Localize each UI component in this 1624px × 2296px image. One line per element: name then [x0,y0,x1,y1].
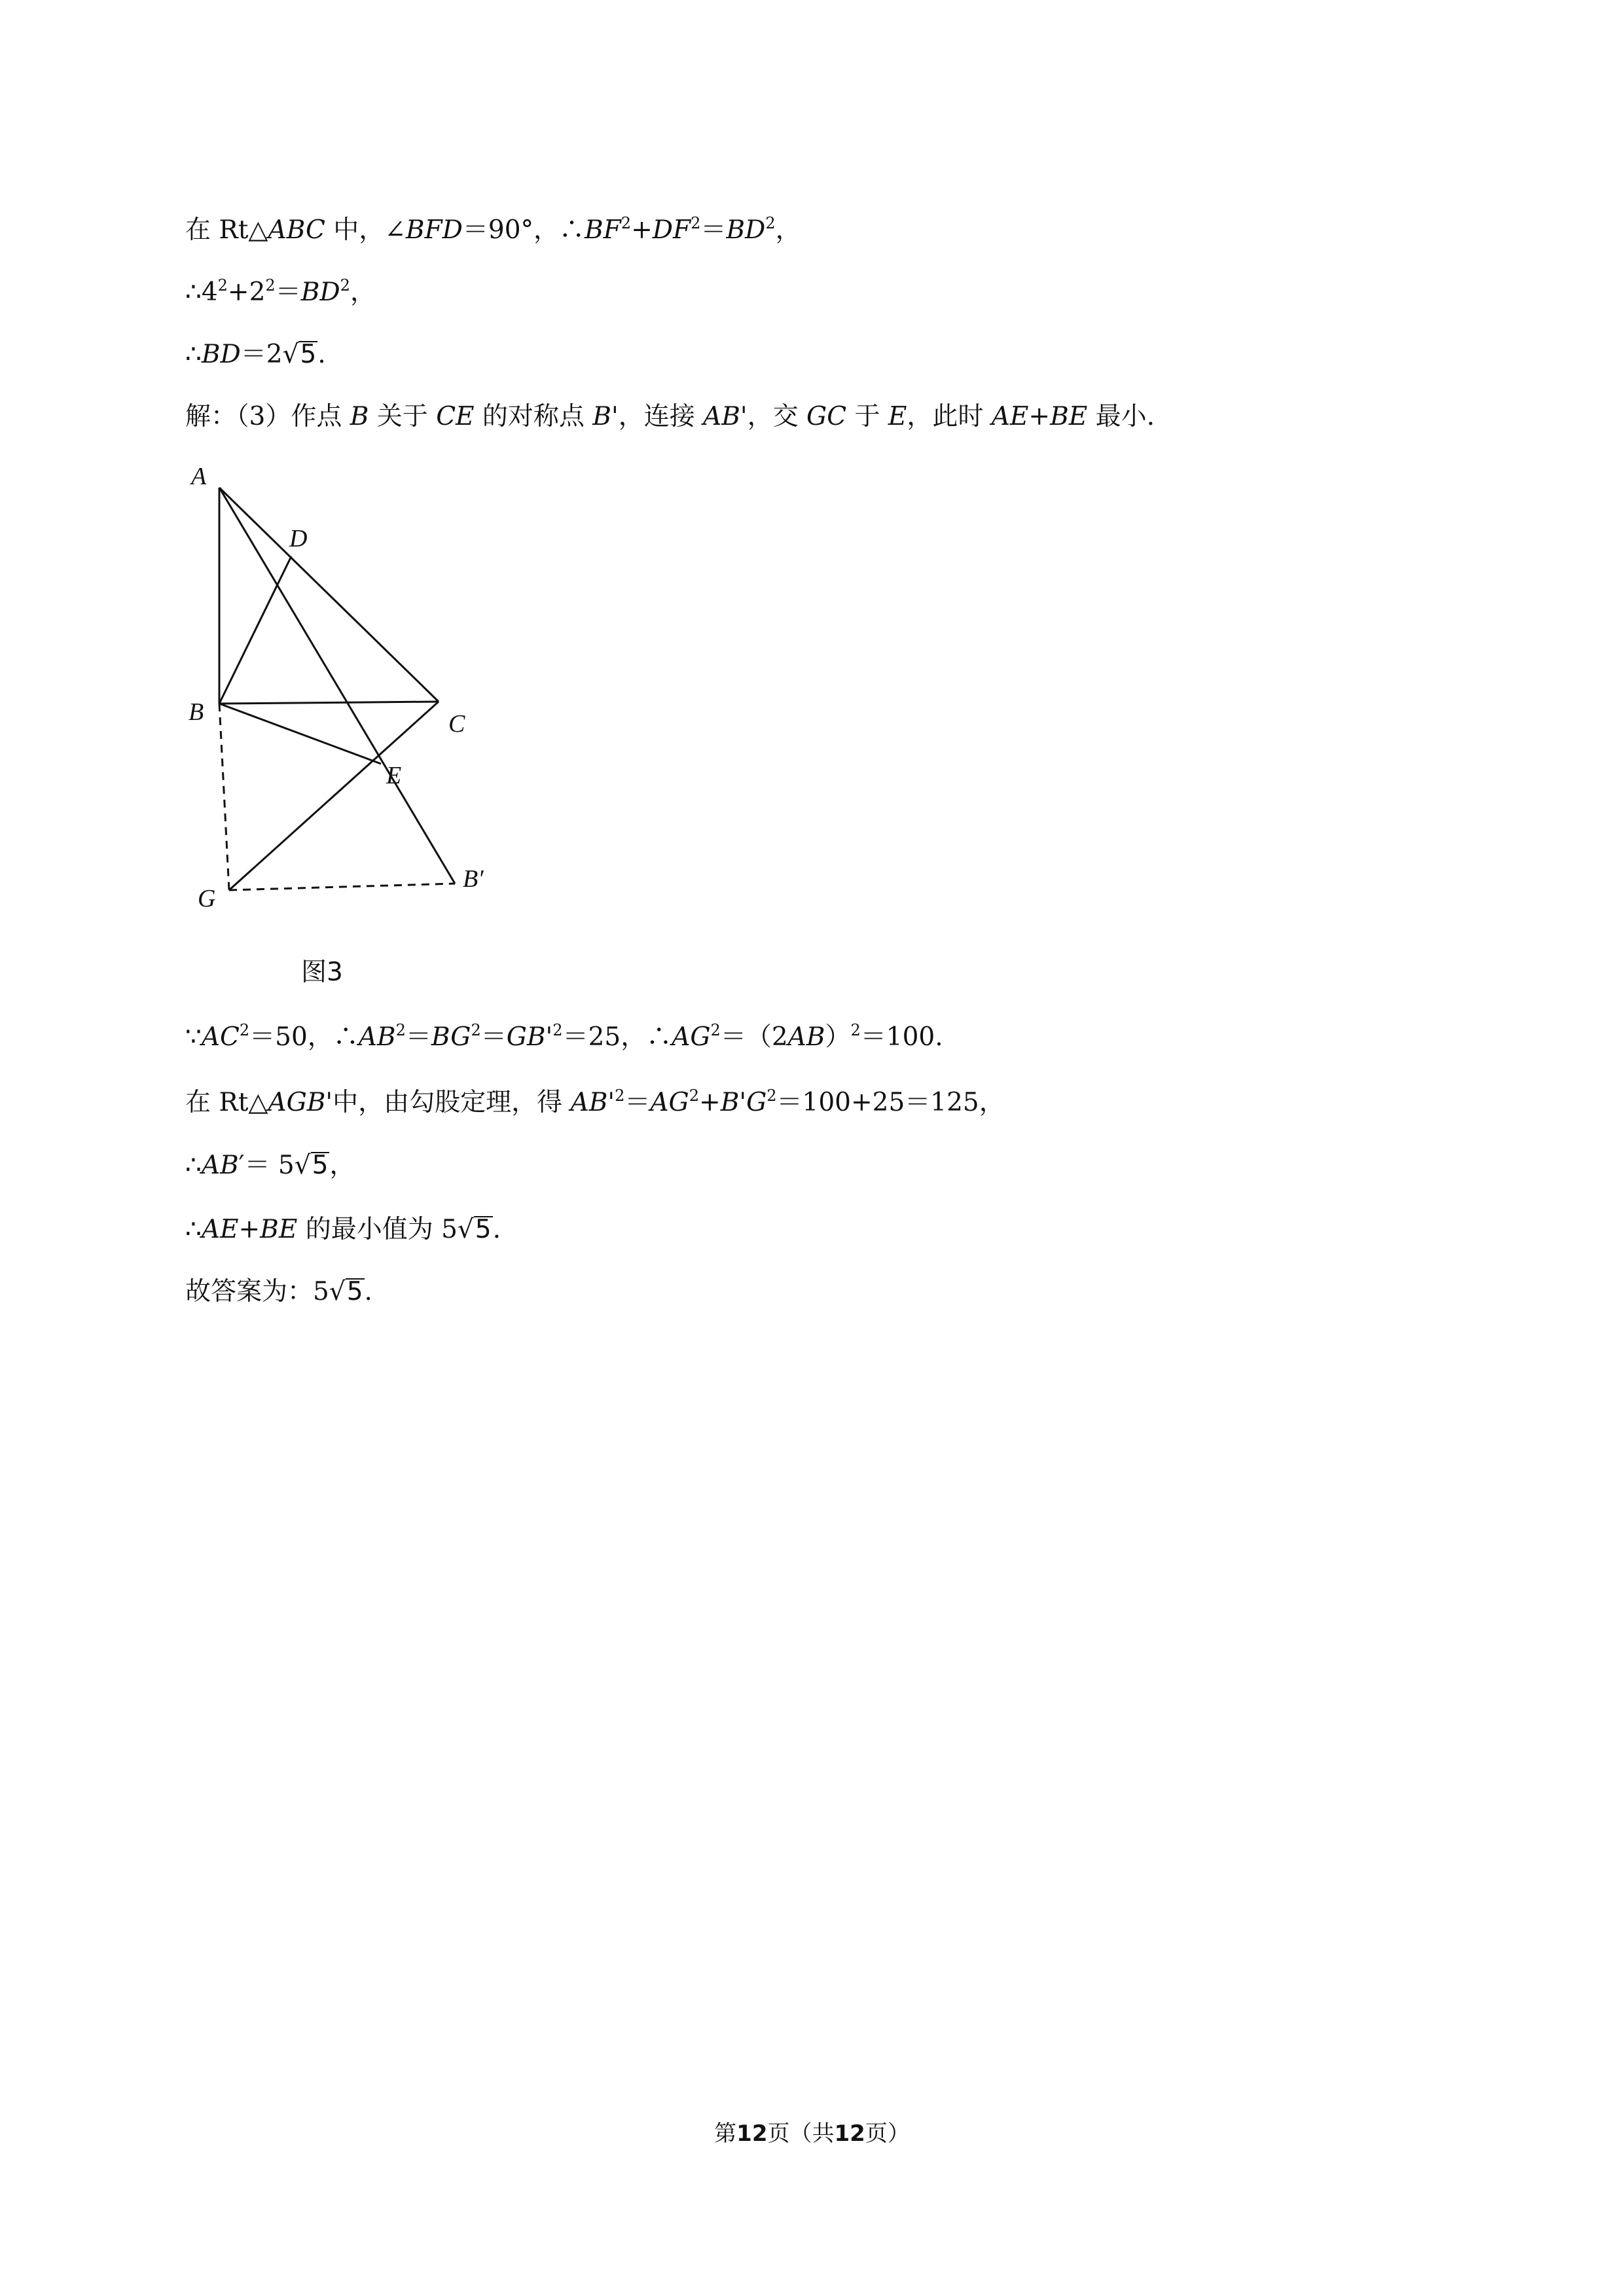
sqrt [329,1277,365,1306]
solution-line-9 [185,1274,372,1310]
solution-line-3 [185,336,326,373]
text: ，此时 [907,402,992,431]
text: + [1028,402,1051,431]
text: ∴ [185,340,202,369]
exponent: 2 [767,1086,777,1105]
segment-ABprime [219,488,455,884]
exponent: 2 [265,276,276,295]
segment-AC [219,488,439,702]
text: 的最小值为 5 [297,1215,458,1244]
label-B: B [189,698,204,726]
exponent: 2 [552,1021,563,1039]
exponent: 2 [471,1021,481,1039]
footer-text: 页） [865,2121,910,2147]
text: + [631,215,653,245]
text: . [492,1215,501,1244]
var: BD [201,340,241,369]
text: ＝100+25＝125， [776,1088,1005,1117]
var: AB [201,1151,239,1180]
geometry-figure [177,458,517,916]
text: ＝ [480,1022,507,1052]
radicand: 5 [346,1277,363,1306]
text: ， [775,215,801,245]
text: 的对称点 [474,402,593,431]
exponent: 2 [765,214,776,232]
text: ＝ [275,278,301,307]
radical-sign: √ [294,1151,311,1180]
text: 中，∠ [325,215,406,245]
text: . [317,340,326,369]
var: BG [431,1022,471,1052]
label-E: E [386,762,402,789]
text: 在 Rt△ [185,215,268,245]
text: ） [825,1022,851,1052]
text: ， [329,1151,355,1180]
sqrt [295,1151,330,1180]
text: +2 [227,278,266,307]
page-total: 12 [834,2121,865,2147]
text: 故答案为：5 [185,1277,329,1306]
label-Bprime: B′ [463,865,484,893]
text: ＝ [700,215,727,245]
var: BE [260,1215,298,1244]
page-footer [0,2115,1624,2147]
var: B'G [720,1088,767,1117]
var: AB' [703,402,748,431]
var: AE [991,402,1029,431]
exponent: 2 [395,1021,406,1039]
label-A: A [191,463,207,490]
solution-line-6 [185,1085,1005,1121]
var: AE [201,1215,239,1244]
var: CE [436,402,475,431]
exponent: 2 [691,214,701,232]
segment-BG-dashed [219,704,229,890]
var: AC [201,1022,240,1052]
solution-line-4 [185,399,1155,435]
text: ＝90°，∴ [462,215,585,245]
text: ＝25，∴ [562,1022,672,1052]
exponent: 2 [340,276,350,295]
text: ＝ [624,1088,651,1117]
text: ＝2 [240,340,283,369]
var: GB' [506,1022,553,1052]
figure-caption: 图3 [301,958,343,987]
exponent: 2 [615,1086,625,1105]
var: BD [726,215,766,245]
var: BE [1050,402,1088,431]
text: + [238,1215,261,1244]
text: ∴ [185,1215,202,1244]
var: AB [787,1022,825,1052]
text: ∵ [185,1022,202,1052]
text: + [699,1088,721,1117]
text: ′ [238,1151,245,1180]
var: AG [672,1022,711,1052]
label-G: G [198,885,216,912]
radicand: 5 [300,340,317,369]
exponent: 2 [710,1021,721,1039]
radicand: 5 [312,1151,329,1180]
text: ∴ [185,1151,202,1180]
text: ，交 [747,402,807,431]
var: BF [585,215,621,245]
sqrt [283,340,318,369]
var: B [350,402,369,431]
text: 中，由勾股定理，得 [333,1088,571,1117]
exponent: 2 [239,1021,250,1039]
exponent: 2 [621,214,632,232]
text: 于 [846,402,888,431]
exponent: 2 [850,1021,861,1039]
var: AB' [570,1088,615,1117]
solution-line-1 [185,212,801,249]
text: ， [350,278,376,307]
label-C: C [448,710,465,738]
text: ＝ 5 [244,1151,295,1180]
exponent: 2 [217,276,228,295]
text: ＝100. [860,1022,943,1052]
segment-BC [219,702,439,704]
radicand: 5 [475,1215,492,1244]
text: 最小. [1087,402,1155,431]
var: GC [806,402,847,431]
var: ABC [268,215,325,245]
text: . [364,1277,372,1306]
solution-line-2 [185,274,376,311]
var: AGB' [268,1088,333,1117]
var: BD [300,278,340,307]
segment-GBprime-dashed [229,884,455,890]
var: AB [358,1022,396,1052]
text: 解：（3）作点 [185,402,350,431]
label-D: D [289,525,308,552]
solution-line-8 [185,1211,501,1248]
var: DF [652,215,691,245]
text: ＝50，∴ [249,1022,359,1052]
text: ＝（2 [720,1022,788,1052]
segment-BD [219,556,291,704]
footer-text: 页（共 [767,2121,835,2147]
text: 在 Rt△ [185,1088,268,1117]
radical-sign: √ [457,1215,474,1244]
var: B' [592,402,619,431]
text: ＝ [405,1022,431,1052]
solution-line-7 [185,1147,355,1184]
exponent: 2 [689,1086,699,1105]
var: BFD [405,215,463,245]
segment-BE [219,704,381,764]
page-number: 12 [736,2121,768,2147]
radical-sign: √ [329,1277,346,1306]
text: ，连接 [618,402,704,431]
segment-GC [229,702,439,890]
radical-sign: √ [282,340,299,369]
text: 关于 [369,402,437,431]
var: E [888,402,907,431]
var: AG [650,1088,689,1117]
sqrt [458,1215,493,1244]
solution-line-5 [185,1019,943,1056]
footer-text: 第 [714,2121,737,2147]
text: ∴4 [185,278,218,307]
